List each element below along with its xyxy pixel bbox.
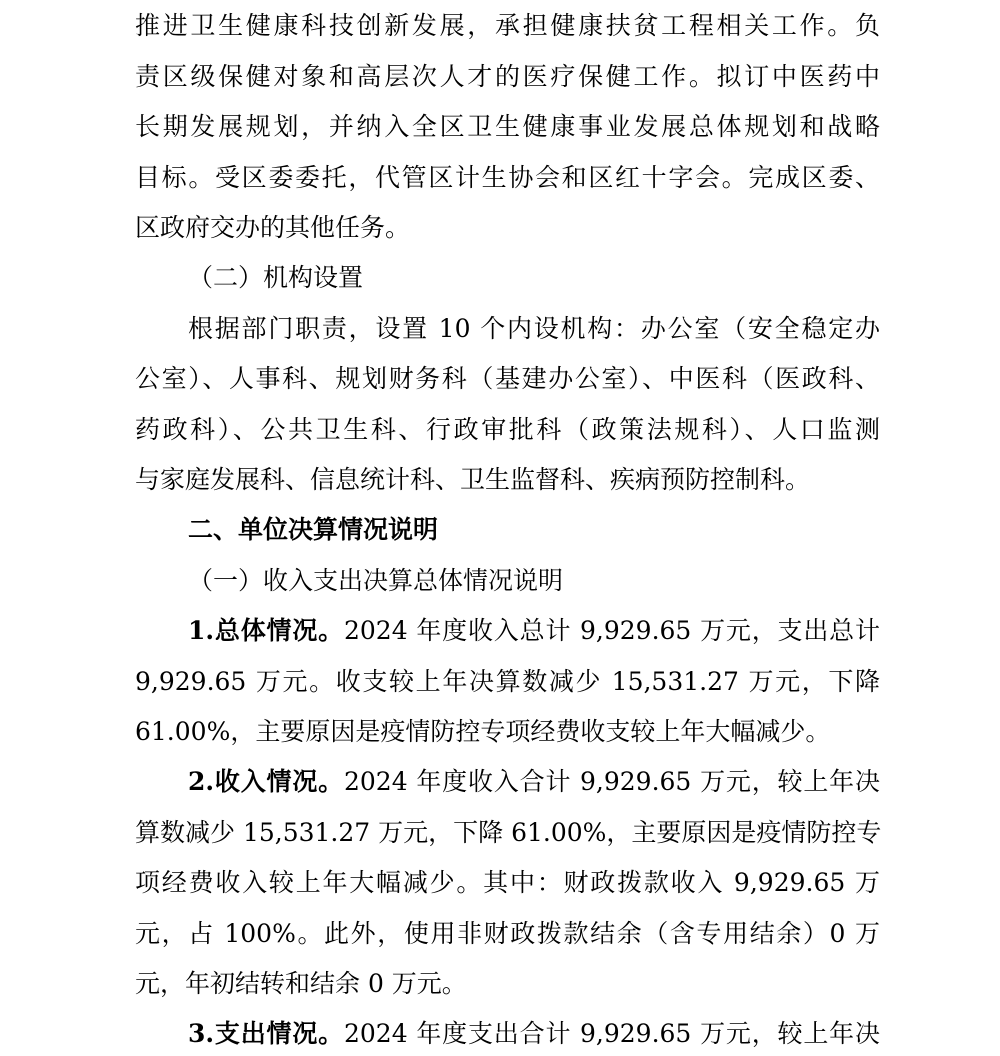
paragraph-line: 根据部门职责，设置 10 个内设机构：办公室（安全稳定办 — [188, 314, 880, 343]
paragraph-line: 推进卫生健康科技创新发展，承担健康扶贫工程相关工作。负 — [135, 11, 880, 40]
label-income: 2.收入情况。 — [188, 767, 344, 796]
paragraph-line: 长期发展规划，并纳入全区卫生健康事业发展总体规划和战略 — [135, 112, 880, 141]
text-overall: 2024 年度收入总计 9,929.65 万元，支出总计 — [343, 616, 880, 645]
paragraph-line: 责区级保健对象和高层次人才的医疗保健工作。拟订中医药中 — [135, 62, 880, 91]
paragraph-line: 与家庭发展科、信息统计科、卫生监督科、疾病预防控制科。 — [135, 465, 811, 494]
paragraph-line: 元，年初结转和结余 0 万元。 — [135, 969, 467, 998]
paragraph-line: 61.00%，主要原因是疫情防控专项经费收支较上年大幅减少。 — [135, 717, 831, 746]
section-heading-main: 二、单位决算情况说明 — [188, 515, 439, 544]
paragraph-line-expense — [188, 1017, 880, 1051]
text-income: 2024 年度收入合计 9,929.65 万元，较上年决 — [343, 767, 880, 796]
paragraph-line: 公室）、人事科、规划财务科（基建办公室）、中医科（医政科、 — [135, 364, 880, 393]
paragraph-line: 9,929.65 万元。收支较上年决算数减少 15,531.27 万元，下降 — [135, 667, 880, 696]
label-overall: 1.总体情况。 — [188, 616, 344, 645]
paragraph-line: 算数减少 15,531.27 万元，下降 61.00%，主要原因是疫情防控专 — [135, 818, 882, 847]
paragraph-line-income — [188, 765, 880, 799]
paragraph-line: 区政府交办的其他任务。 — [135, 213, 411, 242]
paragraph-line: 元，占 100%。此外，使用非财政拨款结余（含专用结余）0 万 — [135, 919, 880, 948]
label-expense: 3.支出情况。 — [188, 1019, 344, 1048]
section-heading-org: （二）机构设置 — [188, 263, 364, 292]
paragraph-line: 项经费收入较上年大幅减少。其中：财政拨款收入 9,929.65 万 — [135, 868, 880, 897]
paragraph-line: 药政科）、公共卫生科、行政审批科（政策法规科）、人口监测 — [135, 415, 880, 444]
paragraph-line: 目标。受区委委托，代管区计生协会和区红十字会。完成区委、 — [135, 163, 880, 192]
text-expense: 2024 年度支出合计 9,929.65 万元，较上年决 — [343, 1019, 880, 1048]
section-heading-sub: （一）收入支出决算总体情况说明 — [188, 566, 564, 595]
paragraph-line-overall — [188, 614, 880, 648]
